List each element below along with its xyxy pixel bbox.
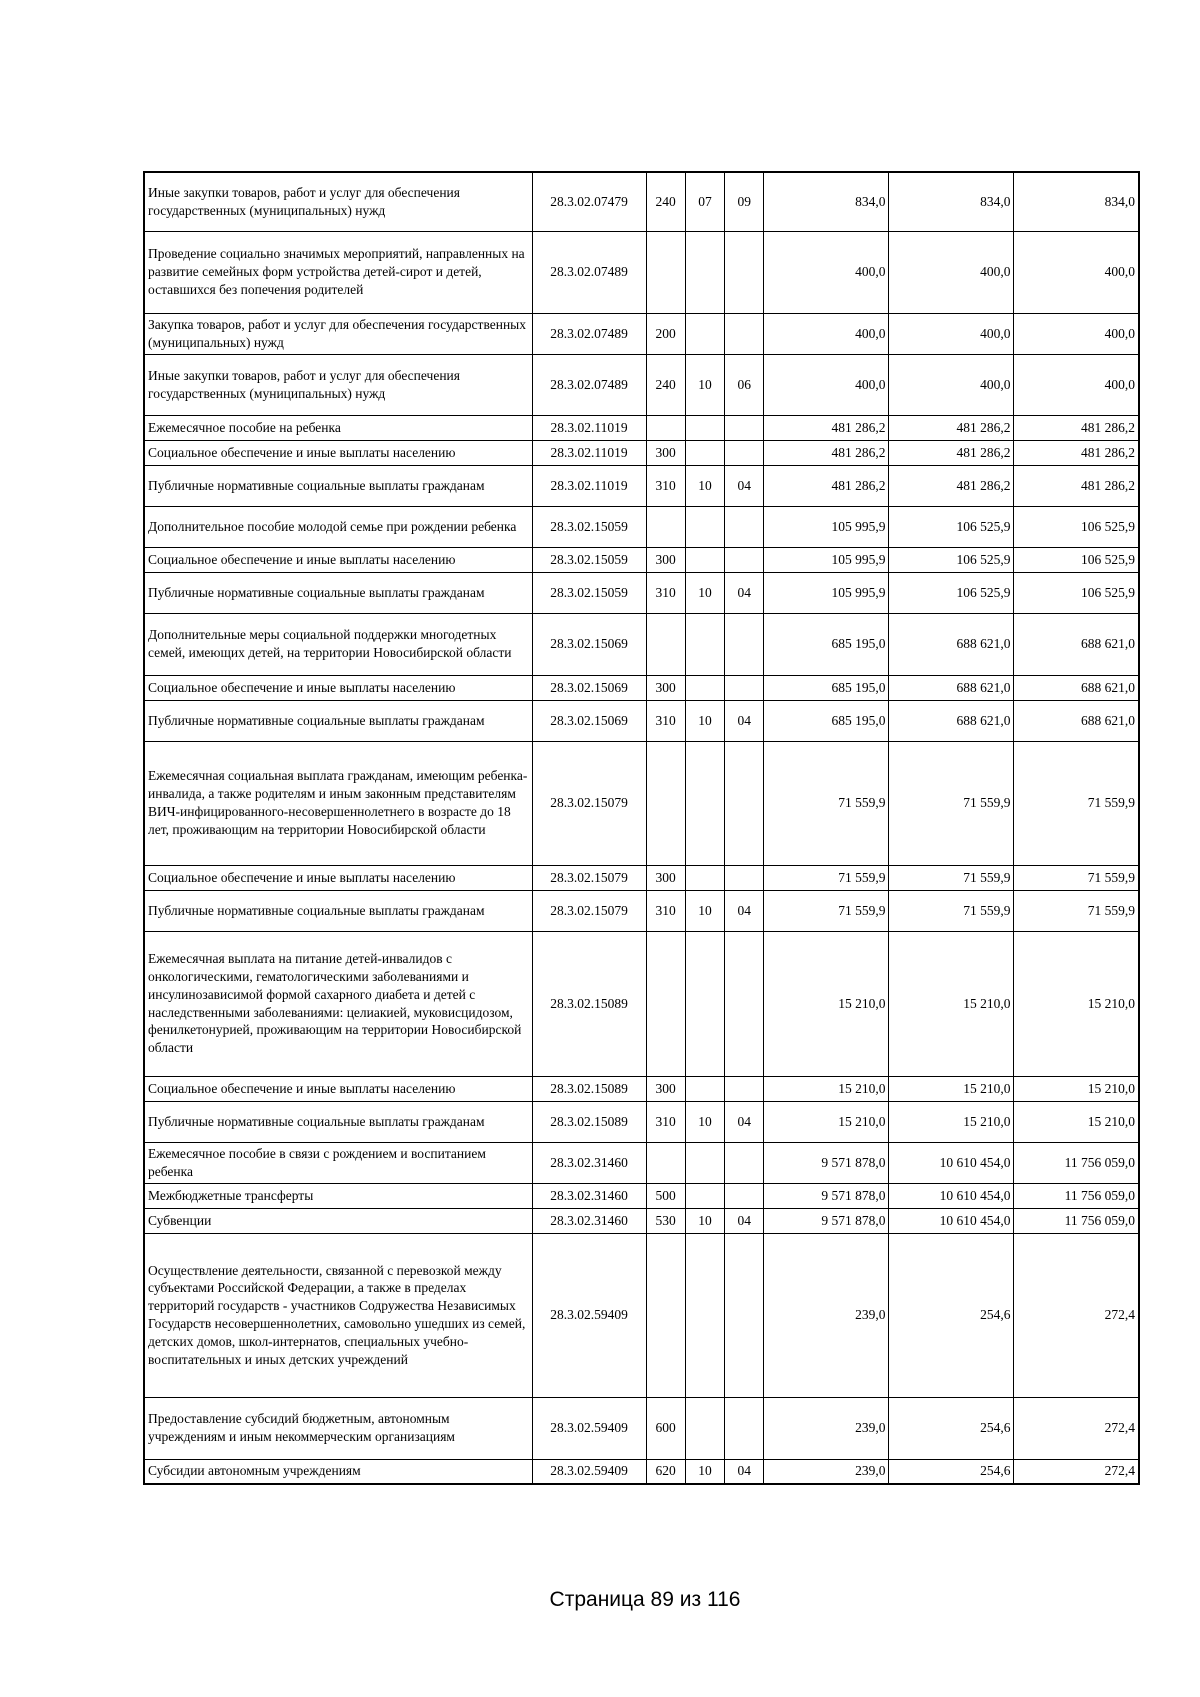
table-row xyxy=(144,931,1139,1076)
row-pr xyxy=(725,506,764,547)
row-code: 28.3.02.11019 xyxy=(532,440,646,465)
row-value-2: 254,6 xyxy=(889,1397,1014,1459)
row-code: 28.3.02.31460 xyxy=(532,1208,646,1233)
row-vr: 300 xyxy=(646,547,685,572)
row-rz xyxy=(685,613,724,675)
row-value-2: 106 525,9 xyxy=(889,572,1014,613)
row-code: 28.3.02.15069 xyxy=(532,700,646,741)
row-value-1: 481 286,2 xyxy=(764,415,889,440)
row-code: 28.3.02.15059 xyxy=(532,572,646,613)
row-name: Социальное обеспечение и иные выплаты населению xyxy=(144,675,532,700)
row-value-2: 106 525,9 xyxy=(889,506,1014,547)
row-rz xyxy=(685,1397,724,1459)
row-vr: 300 xyxy=(646,865,685,890)
row-value-3: 400,0 xyxy=(1014,313,1139,354)
row-vr xyxy=(646,506,685,547)
row-name: Публичные нормативные социальные выплаты гражданам xyxy=(144,572,532,613)
row-code: 28.3.02.31460 xyxy=(532,1183,646,1208)
row-code: 28.3.02.15079 xyxy=(532,741,646,865)
row-name: Ежемесячная социальная выплата гражданам, имеющим ребенка-инвалида, а также родителям и иным законным представителям ВИЧ-инфицированного-несовершеннолетнего в возрасте до 18 лет, проживающим на территории Новосибирской области xyxy=(144,741,532,865)
table-row xyxy=(144,1459,1139,1484)
row-code: 28.3.02.11019 xyxy=(532,415,646,440)
row-rz: 10 xyxy=(685,890,724,931)
row-value-2: 10 610 454,0 xyxy=(889,1183,1014,1208)
row-value-3: 481 286,2 xyxy=(1014,465,1139,506)
row-vr: 310 xyxy=(646,890,685,931)
row-name: Публичные нормативные социальные выплаты гражданам xyxy=(144,890,532,931)
row-value-3: 400,0 xyxy=(1014,354,1139,415)
row-value-2: 15 210,0 xyxy=(889,931,1014,1076)
row-code: 28.3.02.59409 xyxy=(532,1233,646,1397)
row-value-2: 834,0 xyxy=(889,172,1014,231)
row-vr: 240 xyxy=(646,354,685,415)
row-name: Публичные нормативные социальные выплаты гражданам xyxy=(144,1101,532,1142)
table-row xyxy=(144,440,1139,465)
row-vr xyxy=(646,1142,685,1183)
row-pr: 04 xyxy=(725,700,764,741)
table-row xyxy=(144,572,1139,613)
row-vr: 300 xyxy=(646,440,685,465)
row-vr xyxy=(646,613,685,675)
row-value-2: 400,0 xyxy=(889,231,1014,313)
table-row xyxy=(144,613,1139,675)
row-value-3: 106 525,9 xyxy=(1014,572,1139,613)
row-rz: 10 xyxy=(685,354,724,415)
row-value-2: 71 559,9 xyxy=(889,890,1014,931)
row-rz xyxy=(685,1183,724,1208)
row-value-1: 400,0 xyxy=(764,354,889,415)
row-value-3: 106 525,9 xyxy=(1014,506,1139,547)
row-value-2: 688 621,0 xyxy=(889,700,1014,741)
row-pr xyxy=(725,1233,764,1397)
table-row xyxy=(144,1397,1139,1459)
row-value-1: 15 210,0 xyxy=(764,1101,889,1142)
table-row xyxy=(144,675,1139,700)
row-pr xyxy=(725,1183,764,1208)
row-vr: 530 xyxy=(646,1208,685,1233)
table-row xyxy=(144,1142,1139,1183)
row-name: Субвенции xyxy=(144,1208,532,1233)
row-value-1: 105 995,9 xyxy=(764,506,889,547)
row-rz: 10 xyxy=(685,465,724,506)
row-value-1: 9 571 878,0 xyxy=(764,1142,889,1183)
row-vr xyxy=(646,231,685,313)
page-number: Страница 89 из 116 xyxy=(549,1588,741,1611)
row-rz: 10 xyxy=(685,1101,724,1142)
row-pr xyxy=(725,613,764,675)
row-value-2: 481 286,2 xyxy=(889,440,1014,465)
row-value-1: 71 559,9 xyxy=(764,741,889,865)
row-rz: 10 xyxy=(685,1208,724,1233)
row-rz xyxy=(685,313,724,354)
row-name: Социальное обеспечение и иные выплаты населению xyxy=(144,440,532,465)
row-vr: 310 xyxy=(646,700,685,741)
row-pr: 09 xyxy=(725,172,764,231)
row-value-3: 400,0 xyxy=(1014,231,1139,313)
row-code: 28.3.02.15069 xyxy=(532,613,646,675)
row-value-2: 106 525,9 xyxy=(889,547,1014,572)
table-row xyxy=(144,313,1139,354)
row-name: Ежемесячное пособие на ребенка xyxy=(144,415,532,440)
row-vr xyxy=(646,415,685,440)
table-row xyxy=(144,1233,1139,1397)
row-rz xyxy=(685,865,724,890)
row-pr xyxy=(725,675,764,700)
table-row xyxy=(144,1076,1139,1101)
row-code: 28.3.02.15079 xyxy=(532,890,646,931)
row-value-2: 481 286,2 xyxy=(889,415,1014,440)
row-value-3: 481 286,2 xyxy=(1014,440,1139,465)
row-pr: 04 xyxy=(725,1101,764,1142)
row-rz xyxy=(685,415,724,440)
row-value-3: 272,4 xyxy=(1014,1233,1139,1397)
row-name: Дополнительное пособие молодой семье при рождении ребенка xyxy=(144,506,532,547)
row-code: 28.3.02.07479 xyxy=(532,172,646,231)
row-value-1: 239,0 xyxy=(764,1233,889,1397)
row-code: 28.3.02.31460 xyxy=(532,1142,646,1183)
row-value-2: 71 559,9 xyxy=(889,741,1014,865)
row-value-1: 71 559,9 xyxy=(764,890,889,931)
row-pr xyxy=(725,931,764,1076)
row-value-2: 71 559,9 xyxy=(889,865,1014,890)
row-vr: 300 xyxy=(646,675,685,700)
row-pr: 04 xyxy=(725,465,764,506)
row-value-1: 481 286,2 xyxy=(764,465,889,506)
row-code: 28.3.02.15069 xyxy=(532,675,646,700)
row-value-1: 481 286,2 xyxy=(764,440,889,465)
row-value-3: 688 621,0 xyxy=(1014,700,1139,741)
row-value-2: 254,6 xyxy=(889,1233,1014,1397)
row-value-3: 71 559,9 xyxy=(1014,890,1139,931)
row-name: Социальное обеспечение и иные выплаты населению xyxy=(144,1076,532,1101)
row-value-3: 272,4 xyxy=(1014,1459,1139,1484)
row-code: 28.3.02.15089 xyxy=(532,1076,646,1101)
row-pr: 04 xyxy=(725,572,764,613)
table-row xyxy=(144,890,1139,931)
row-value-1: 239,0 xyxy=(764,1397,889,1459)
row-value-3: 71 559,9 xyxy=(1014,865,1139,890)
row-value-3: 11 756 059,0 xyxy=(1014,1183,1139,1208)
row-name: Социальное обеспечение и иные выплаты населению xyxy=(144,547,532,572)
row-code: 28.3.02.59409 xyxy=(532,1397,646,1459)
row-value-1: 834,0 xyxy=(764,172,889,231)
row-pr xyxy=(725,547,764,572)
row-value-2: 400,0 xyxy=(889,354,1014,415)
row-name: Проведение социально значимых мероприятий, направленных на развитие семейных форм устройства детей-сирот и детей, оставшихся без попечения родителей xyxy=(144,231,532,313)
row-value-1: 15 210,0 xyxy=(764,1076,889,1101)
row-rz xyxy=(685,675,724,700)
row-code: 28.3.02.59409 xyxy=(532,1459,646,1484)
table-row xyxy=(144,465,1139,506)
row-code: 28.3.02.15059 xyxy=(532,506,646,547)
row-pr: 06 xyxy=(725,354,764,415)
table-row xyxy=(144,865,1139,890)
row-value-3: 71 559,9 xyxy=(1014,741,1139,865)
row-pr: 04 xyxy=(725,1208,764,1233)
row-vr: 310 xyxy=(646,1101,685,1142)
table-row xyxy=(144,172,1139,231)
row-code: 28.3.02.07489 xyxy=(532,313,646,354)
row-code: 28.3.02.07489 xyxy=(532,354,646,415)
row-pr: 04 xyxy=(725,1459,764,1484)
row-value-2: 15 210,0 xyxy=(889,1101,1014,1142)
row-vr xyxy=(646,931,685,1076)
row-pr xyxy=(725,1397,764,1459)
row-vr xyxy=(646,1233,685,1397)
row-code: 28.3.02.15089 xyxy=(532,931,646,1076)
row-code: 28.3.02.11019 xyxy=(532,465,646,506)
row-vr: 310 xyxy=(646,572,685,613)
row-vr: 310 xyxy=(646,465,685,506)
row-vr: 620 xyxy=(646,1459,685,1484)
row-name: Субсидии автономным учреждениям xyxy=(144,1459,532,1484)
row-vr xyxy=(646,741,685,865)
row-vr: 500 xyxy=(646,1183,685,1208)
table-row xyxy=(144,231,1139,313)
table-row xyxy=(144,1183,1139,1208)
table-row xyxy=(144,506,1139,547)
row-value-1: 71 559,9 xyxy=(764,865,889,890)
table-row xyxy=(144,1101,1139,1142)
row-code: 28.3.02.15059 xyxy=(532,547,646,572)
row-value-1: 9 571 878,0 xyxy=(764,1183,889,1208)
row-name: Закупка товаров, работ и услуг для обеспечения государственных (муниципальных) нужд xyxy=(144,313,532,354)
row-pr xyxy=(725,231,764,313)
row-pr xyxy=(725,313,764,354)
row-code: 28.3.02.15089 xyxy=(532,1101,646,1142)
row-rz xyxy=(685,547,724,572)
row-rz xyxy=(685,1233,724,1397)
table-row xyxy=(144,741,1139,865)
row-value-3: 106 525,9 xyxy=(1014,547,1139,572)
row-value-3: 11 756 059,0 xyxy=(1014,1142,1139,1183)
row-name: Иные закупки товаров, работ и услуг для обеспечения государственных (муниципальных) нужд xyxy=(144,354,532,415)
row-value-2: 400,0 xyxy=(889,313,1014,354)
row-pr xyxy=(725,741,764,865)
row-value-1: 239,0 xyxy=(764,1459,889,1484)
row-rz xyxy=(685,506,724,547)
row-rz xyxy=(685,1142,724,1183)
row-pr xyxy=(725,1142,764,1183)
row-pr xyxy=(725,415,764,440)
row-value-2: 688 621,0 xyxy=(889,613,1014,675)
row-code: 28.3.02.07489 xyxy=(532,231,646,313)
row-value-1: 15 210,0 xyxy=(764,931,889,1076)
row-value-2: 688 621,0 xyxy=(889,675,1014,700)
row-value-1: 9 571 878,0 xyxy=(764,1208,889,1233)
row-value-3: 272,4 xyxy=(1014,1397,1139,1459)
row-value-1: 105 995,9 xyxy=(764,572,889,613)
row-name: Публичные нормативные социальные выплаты гражданам xyxy=(144,700,532,741)
row-pr xyxy=(725,1076,764,1101)
row-name: Иные закупки товаров, работ и услуг для обеспечения государственных (муниципальных) нужд xyxy=(144,172,532,231)
row-name: Межбюджетные трансферты xyxy=(144,1183,532,1208)
row-rz: 10 xyxy=(685,572,724,613)
budget-table xyxy=(143,171,1140,1485)
row-pr xyxy=(725,865,764,890)
row-value-3: 688 621,0 xyxy=(1014,613,1139,675)
row-vr: 300 xyxy=(646,1076,685,1101)
row-code: 28.3.02.15079 xyxy=(532,865,646,890)
table-row xyxy=(144,1208,1139,1233)
row-value-1: 685 195,0 xyxy=(764,613,889,675)
row-rz xyxy=(685,1076,724,1101)
row-vr: 200 xyxy=(646,313,685,354)
row-value-2: 481 286,2 xyxy=(889,465,1014,506)
row-value-2: 10 610 454,0 xyxy=(889,1208,1014,1233)
row-value-2: 254,6 xyxy=(889,1459,1014,1484)
row-name: Ежемесячная выплата на питание детей-инвалидов с онкологическими, гематологическими заболеваниями и инсулинозависимой формой сахарного диабета и детей с наследственными заболеваниями: целиакией, муковисцидозом, фенилкетонурией, проживающим на территории Новосибирской области xyxy=(144,931,532,1076)
row-rz xyxy=(685,440,724,465)
row-rz: 10 xyxy=(685,700,724,741)
row-value-1: 105 995,9 xyxy=(764,547,889,572)
row-value-3: 11 756 059,0 xyxy=(1014,1208,1139,1233)
row-name: Публичные нормативные социальные выплаты гражданам xyxy=(144,465,532,506)
table-row xyxy=(144,415,1139,440)
row-rz xyxy=(685,741,724,865)
row-value-3: 688 621,0 xyxy=(1014,675,1139,700)
row-rz: 10 xyxy=(685,1459,724,1484)
row-value-3: 481 286,2 xyxy=(1014,415,1139,440)
row-rz xyxy=(685,931,724,1076)
row-value-1: 400,0 xyxy=(764,313,889,354)
table-row xyxy=(144,354,1139,415)
row-value-2: 15 210,0 xyxy=(889,1076,1014,1101)
row-value-1: 685 195,0 xyxy=(764,675,889,700)
row-value-3: 15 210,0 xyxy=(1014,1076,1139,1101)
row-value-1: 685 195,0 xyxy=(764,700,889,741)
row-rz xyxy=(685,231,724,313)
row-pr xyxy=(725,440,764,465)
row-value-1: 400,0 xyxy=(764,231,889,313)
row-vr: 240 xyxy=(646,172,685,231)
row-name: Дополнительные меры социальной поддержки многодетных семей, имеющих детей, на территории Новосибирской области xyxy=(144,613,532,675)
row-name: Социальное обеспечение и иные выплаты населению xyxy=(144,865,532,890)
row-value-3: 834,0 xyxy=(1014,172,1139,231)
row-pr: 04 xyxy=(725,890,764,931)
row-name: Предоставление субсидий бюджетным, автономным учреждениям и иным некоммерческим организациям xyxy=(144,1397,532,1459)
row-vr: 600 xyxy=(646,1397,685,1459)
table-row xyxy=(144,700,1139,741)
table-row xyxy=(144,547,1139,572)
row-name: Осуществление деятельности, связанной с перевозкой между субъектами Российской Федерации, а также в пределах территорий государств - участников Содружества Независимых Государств несовершеннолетних, самовольно ушедших из семей, детских домов, школ-интернатов, специальных учебно-воспитательных и иных детских учреждений xyxy=(144,1233,532,1397)
row-name: Ежемесячное пособие в связи с рождением и воспитанием ребенка xyxy=(144,1142,532,1183)
row-value-2: 10 610 454,0 xyxy=(889,1142,1014,1183)
row-value-3: 15 210,0 xyxy=(1014,931,1139,1076)
row-value-3: 15 210,0 xyxy=(1014,1101,1139,1142)
row-rz: 07 xyxy=(685,172,724,231)
